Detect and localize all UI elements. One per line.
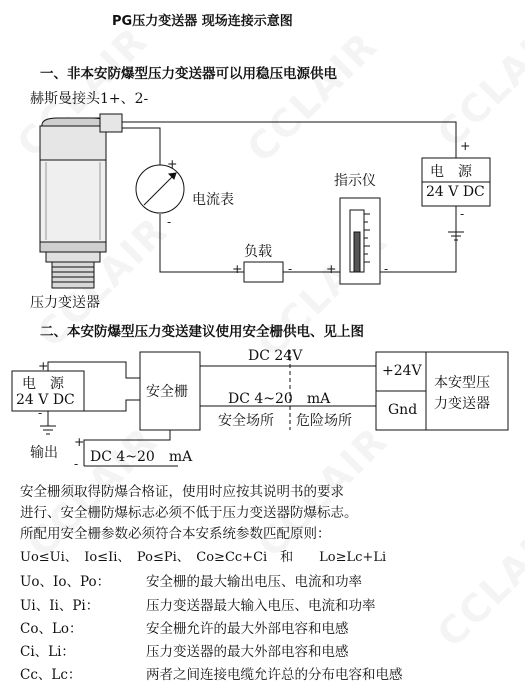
transmitter-label: 压力变送器 (30, 295, 100, 311)
polarity-plus: + (167, 156, 178, 171)
dc24-label: DC 24V (248, 348, 303, 364)
load-box (244, 262, 283, 282)
section2-heading: 二、本安防爆型压力变送建议使用安全栅供电、见上图 (40, 324, 364, 340)
polarity-plus: + (326, 261, 337, 276)
ammeter-label: 电流表 (192, 192, 234, 208)
connector-label: 赫斯曼接头1+、2- (30, 91, 149, 107)
polarity-plus: + (232, 261, 243, 276)
power-box-2-line1: 电 源 (22, 376, 64, 392)
barrier-label: 安全栅 (146, 384, 188, 400)
def-desc: 压力变送器最大输入电压、电流和功率 (146, 598, 376, 614)
def-term: Co、Lo： (20, 621, 83, 637)
polarity-minus: - (384, 261, 389, 276)
def-term: Ui、Ii、Pi： (20, 598, 100, 614)
power-box-1-line2: 24 V DC (426, 184, 485, 200)
polarity-minus: - (288, 261, 293, 276)
polarity-minus: - (74, 456, 79, 471)
def-term: Uo、Io、Po： (20, 574, 111, 590)
polarity-minus: - (167, 214, 172, 229)
output-label: 输出 (30, 445, 58, 461)
note-line: 进行、安全栅防爆标志必须不低于压力变送器防爆标志。 (20, 505, 358, 521)
def-desc: 安全栅允许的最大外部电容和电感 (146, 621, 349, 637)
dc420-label: DC 4~20 mA (228, 391, 331, 407)
plus24-label: +24V (382, 363, 422, 379)
note-line: 安全栅须取得防爆合格证，使用时应按其说明书的要求 (20, 484, 344, 500)
safe-area-label: 安全场所 (218, 413, 274, 429)
def-term: Cc、Lc： (20, 667, 82, 683)
load-label: 负载 (244, 244, 272, 260)
polarity-minus: - (38, 405, 43, 420)
def-desc: 两者之间连接电缆允许总的分布电容和电感 (146, 667, 403, 683)
def-desc: 安全栅的最大输出电压、电流和功率 (146, 574, 362, 590)
power-box-2-line2: 24 V DC (16, 392, 75, 408)
polarity-plus: + (460, 138, 471, 153)
def-desc: 压力变送器的最大外部电容和电感 (146, 644, 349, 660)
hazard-area-label: 危险场所 (296, 413, 352, 429)
polarity-plus: + (38, 358, 49, 373)
section1-heading: 一、非本安防爆型压力变送器可以用稳压电源供电 (40, 66, 337, 82)
polarity-plus: + (74, 434, 85, 449)
power-box-1-line1: 电 源 (430, 164, 472, 180)
gnd-label: Gnd (388, 402, 418, 418)
transmitter-graphic (40, 114, 122, 288)
page-title: PG压力变送器 现场连接示意图 (112, 14, 293, 29)
polarity-minus: - (460, 206, 465, 221)
device-label-line1: 本安型压 (434, 375, 490, 391)
note-line: 所配用安全栅参数必须符合本安系统参数匹配原则： (20, 526, 331, 542)
def-term: Ci、Li： (20, 644, 75, 660)
formula: Uo≤Ui、 Io≤Ii、 Po≤Pi、 Co≥Cc+Ci 和 Lo≥Lc+Li (20, 550, 387, 565)
device-label-line2: 力变送器 (434, 396, 490, 412)
indicator-label: 指示仪 (334, 173, 376, 189)
output-value: DC 4~20 mA (90, 449, 193, 465)
